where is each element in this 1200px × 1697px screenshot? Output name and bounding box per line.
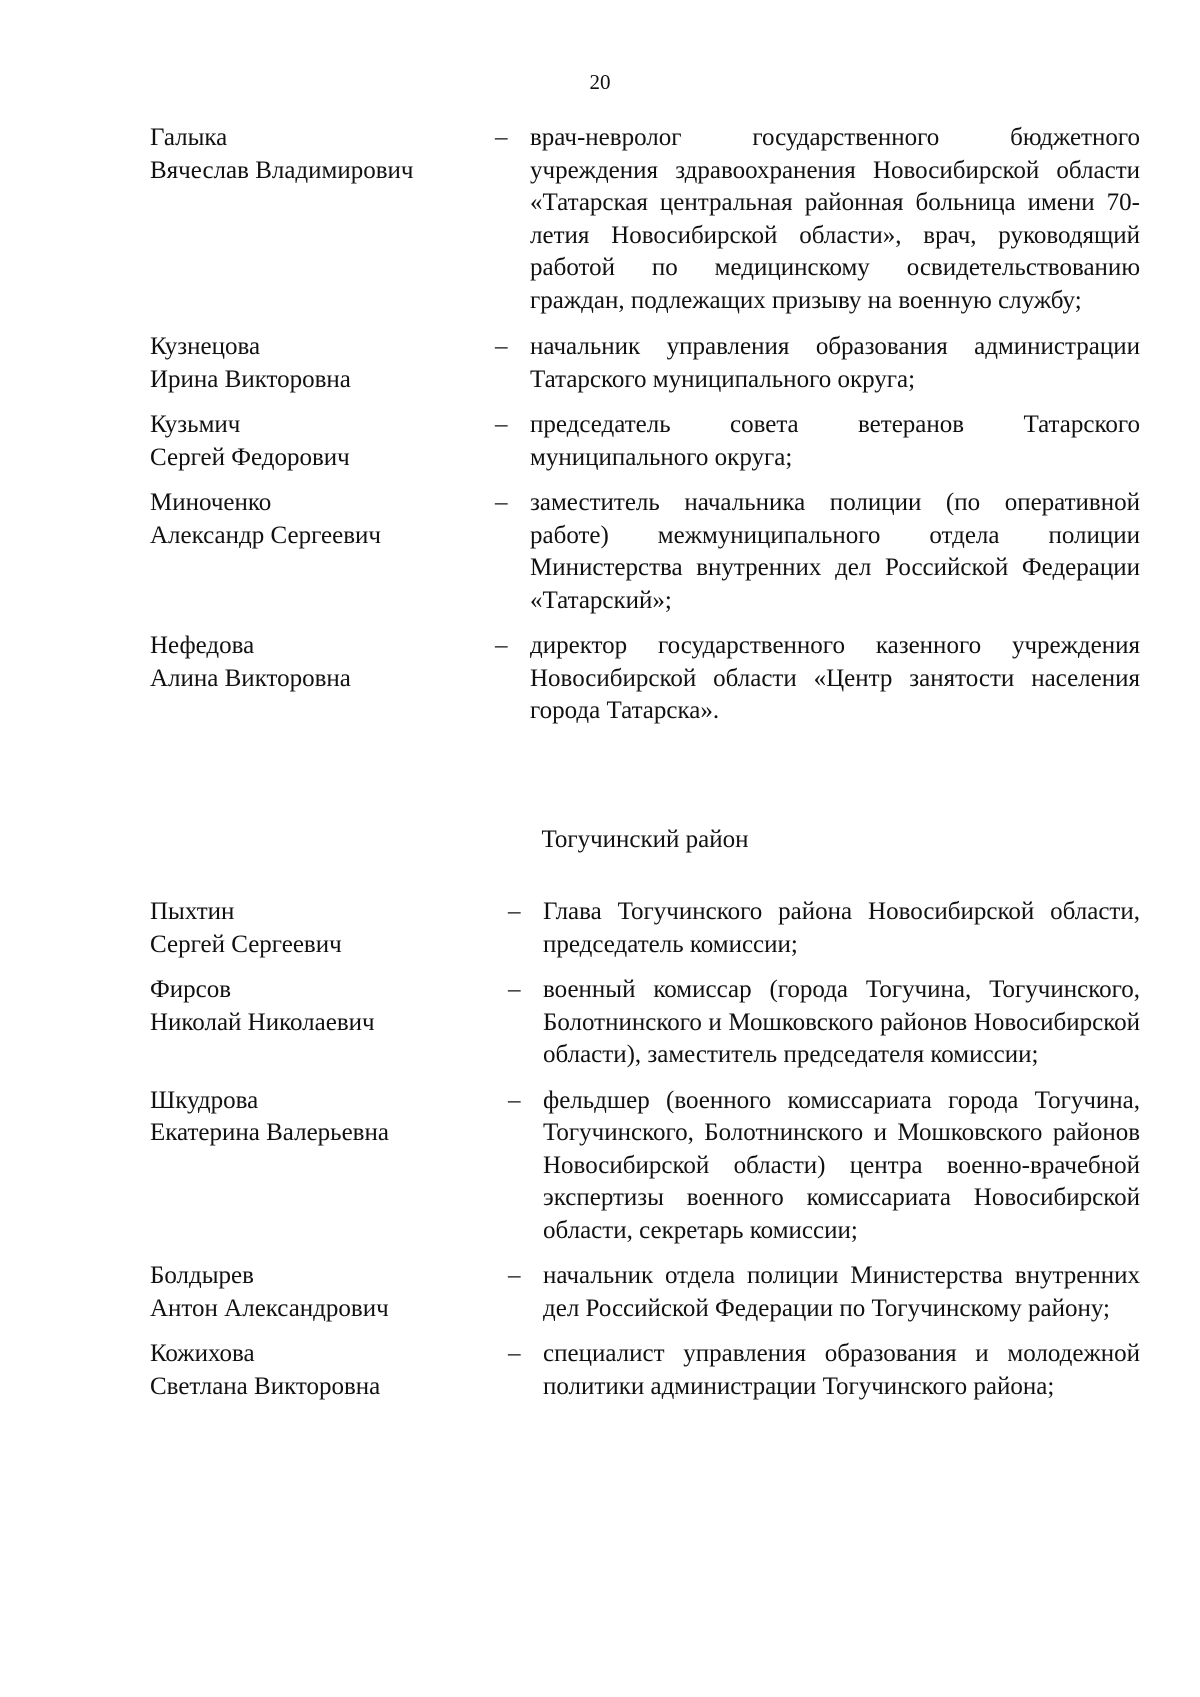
member-position: председатель совета ветеранов Татарского муниципального округа; xyxy=(530,411,1140,471)
member-surname: Нефедова xyxy=(150,632,255,659)
member-surname: Болдырев xyxy=(150,1262,254,1289)
dash-separator: – xyxy=(495,489,508,516)
dash-separator: – xyxy=(508,898,521,925)
member-given-names: Алина Викторовна xyxy=(150,664,351,692)
list-item xyxy=(150,974,1140,1072)
member-given-names: Сергей Федорович xyxy=(150,443,350,471)
member-position: фельдшер (военного комиссариата города Тогучина, Тогучинского, Болотнинского и Мошковского районов Новосибирской области) центра военно-врачебной экспертизы военного комиссариата Новосибирской области, секретарь комиссии; xyxy=(543,1086,1140,1244)
member-surname: Галыка xyxy=(150,124,228,151)
page-number: 20 xyxy=(589,70,611,94)
dash-separator: – xyxy=(508,1340,521,1367)
member-name xyxy=(150,630,495,695)
list-item xyxy=(150,1338,1140,1403)
member-position: специалист управления образования и молодежной политики администрации Тогучинского района; xyxy=(543,1340,1140,1400)
member-position: Глава Тогучинского района Новосибирской области, председатель комиссии; xyxy=(543,898,1140,958)
district-heading: Тогучинский район xyxy=(541,826,749,853)
member-name xyxy=(150,1260,495,1325)
member-position: начальник управления образования администрации Татарского муниципального округа; xyxy=(530,333,1140,393)
dash-separator: – xyxy=(508,1262,521,1289)
member-surname: Шкудрова xyxy=(150,1086,259,1114)
list-item xyxy=(150,409,1140,474)
list-item xyxy=(150,331,1140,396)
member-surname: Пыхтин xyxy=(150,898,235,925)
member-given-names: Николай Николаевич xyxy=(150,1008,375,1036)
member-name xyxy=(150,974,495,1039)
member-name xyxy=(150,1338,495,1403)
member-name xyxy=(150,487,495,552)
member-surname: Миноченко xyxy=(150,489,272,516)
member-given-names: Вячеслав Владимирович xyxy=(150,156,414,184)
member-position: военный комиссар (города Тогучина, Тогучинского, Болотнинского и Мошковского районов Новосибирской области), заместитель председателя комиссии; xyxy=(543,976,1140,1068)
dash-separator: – xyxy=(495,333,508,360)
list-item xyxy=(150,630,1140,728)
member-position: заместитель начальника полиции (по оперативной работе) межмуниципального отдела полиции Министерства внутренних дел Российской Федерации «Татарский»; xyxy=(530,489,1140,614)
member-surname: Фирсов xyxy=(150,976,232,1003)
member-surname: Кузьмич xyxy=(150,411,241,438)
list-item xyxy=(150,1260,1140,1325)
dash-separator: – xyxy=(495,124,508,151)
dash-separator: – xyxy=(495,411,508,438)
member-given-names: Екатерина Валерьевна xyxy=(150,1119,389,1146)
member-given-names: Александр Сергеевич xyxy=(150,521,381,549)
member-position: начальник отдела полиции Министерства внутренних дел Российской Федерации по Тогучинскому району; xyxy=(543,1262,1140,1322)
member-given-names: Светлана Викторовна xyxy=(150,1372,381,1400)
dash-separator: – xyxy=(508,976,521,1003)
list-item xyxy=(150,896,1140,961)
member-surname: Кузнецова xyxy=(150,333,261,360)
member-given-names: Антон Александрович xyxy=(150,1294,389,1322)
member-position: врач-невролог государственного бюджетного учреждения здравоохранения Новосибирской области «Татарская центральная районная больница имени 70-летия Новосибирской области», врач, руководящий работой по медицинскому освидетельствованию граждан, подлежащих призыву на военную службу; xyxy=(530,124,1140,314)
member-name xyxy=(150,331,495,396)
list-item xyxy=(150,487,1140,617)
member-name xyxy=(150,122,495,187)
member-given-names: Сергей Сергеевич xyxy=(150,930,342,958)
member-given-names: Ирина Викторовна xyxy=(150,365,351,393)
member-name xyxy=(150,896,495,961)
list-item xyxy=(150,122,1140,317)
member-surname: Кожихова xyxy=(150,1340,255,1367)
member-name xyxy=(150,409,495,474)
member-name xyxy=(150,1085,495,1150)
member-list-toguchinsky xyxy=(150,896,1140,1414)
list-item xyxy=(150,1085,1140,1248)
dash-separator: – xyxy=(508,1086,521,1114)
member-position: директор государственного казенного учреждения Новосибирской области «Центр занятости населения города Татарска». xyxy=(530,632,1140,724)
member-list-tatarsky xyxy=(150,122,1140,739)
dash-separator: – xyxy=(495,632,508,659)
